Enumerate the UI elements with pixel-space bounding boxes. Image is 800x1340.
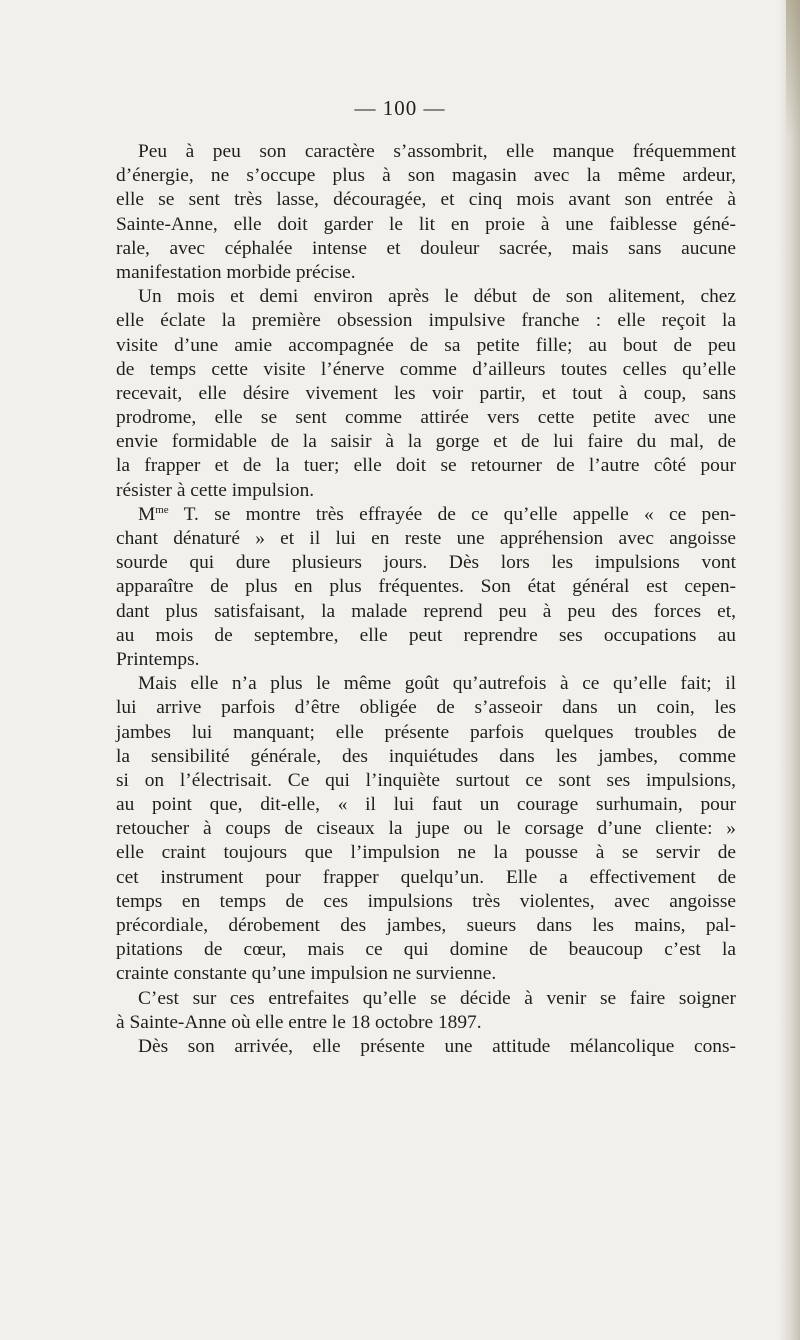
text-line: au point que, dit-elle, « il lui faut un courage surhumain, pour <box>116 794 736 816</box>
text-line: crainte constante qu’une impulsion ne survienne. <box>116 963 497 985</box>
text-line: Mais elle n’a plus le même goût qu’autrefois à ce qu’elle fait; il <box>138 673 736 695</box>
text-line: C’est sur ces entrefaites qu’elle se décide à venir se faire soigner <box>138 987 736 1009</box>
text-line: visite d’une amie accompagnée de sa petite fille; au bout de peu <box>116 334 736 356</box>
text-line: retoucher à coups de ciseaux la jupe ou le corsage d’une cliente: » <box>116 818 736 840</box>
text-line: chant dénaturé » et il lui en reste une appréhension avec angoisse <box>116 528 736 549</box>
text-line-honorific: $M^{me}$ T. se montre très effrayée de ce qu’elle appelle « ce pen- <box>138 503 737 525</box>
text-line: elle éclate la première obsession impulsive franche : elle reçoit la <box>116 310 736 332</box>
text-line: si on l’électrisait. Ce qui l’inquiète surtout ce sont ses impulsions, <box>116 769 736 791</box>
text-line: au mois de septembre, elle peut reprendre ses occupations au <box>116 624 736 646</box>
text-line: sourde qui dure plusieurs jours. Dès lors les impulsions vont <box>116 552 736 574</box>
text-line: Dès son arrivée, elle présente une attitude mélancolique cons- <box>138 1035 736 1057</box>
text-line: manifestation morbide précise. <box>116 261 356 283</box>
text-line: Sainte-Anne, elle doit garder le lit en proie à une faiblesse géné- <box>116 213 736 235</box>
text-line: Un mois et demi environ après le début de son alitement, chez <box>138 286 736 308</box>
text-line: elle craint toujours que l’impulsion ne la pousse à se servir de <box>116 842 736 864</box>
text-line: Printemps. <box>116 648 200 670</box>
text-line: recevait, elle désire vivement les voir partir, et tout à coup, sans <box>116 382 736 404</box>
text-line: Peu à peu son caractère s’assombrit, elle manque fréquemment <box>138 141 736 162</box>
text-line: prodrome, elle se sent comme attirée vers cette petite avec une <box>116 407 736 429</box>
text-line: résister à cette impulsion. <box>116 479 315 501</box>
text-line: lui arrive parfois d’être obligée de s’asseoir dans un coin, les <box>116 697 736 719</box>
text-line: apparaître de plus en plus fréquentes. Son état général est cepen- <box>116 576 736 598</box>
text-line: la sensibilité générale, des inquiétudes dans les jambes, comme <box>116 745 736 767</box>
text-line: temps en temps de ces impulsions très violentes, avec angoisse <box>116 890 736 912</box>
text-line: envie formidable de la saisir à la gorge et de lui faire du mal, de <box>116 431 736 453</box>
text-line: pitations de cœur, mais ce qui domine de beaucoup c’est la <box>116 939 736 961</box>
text-line: de temps cette visite l’énerve comme d’ailleurs toutes celles qu’elle <box>116 358 736 380</box>
text-line: à Sainte-Anne où elle entre le 18 octobre 1897. <box>116 1011 482 1033</box>
text-line: rale, avec céphalée intense et douleur sacrée, mais sans aucune <box>116 237 736 259</box>
text-line: d’énergie, ne s’occupe plus à son magasin avec la même ardeur, <box>116 165 736 187</box>
body-text <box>116 140 736 1059</box>
text-line: cet instrument pour frapper quelqu’un. Elle a effectivement de <box>116 866 736 888</box>
text-line: la frapper et de la tuer; elle doit se retourner de l’autre côté pour <box>116 455 736 477</box>
text-line: précordiale, dérobement des jambes, sueurs dans les mains, pal- <box>116 915 736 936</box>
text-line: dant plus satisfaisant, la malade reprend peu à peu des forces et, <box>116 600 736 622</box>
text-line: elle se sent très lasse, découragée, et cinq mois avant son entrée à <box>116 189 736 211</box>
page-edge-shadow <box>778 0 800 1340</box>
honorific: $M^{me}$ <box>138 503 169 525</box>
text-line: jambes lui manquant; elle présente parfois quelques troubles de <box>116 721 736 743</box>
page-number: — 100 — <box>354 96 446 120</box>
